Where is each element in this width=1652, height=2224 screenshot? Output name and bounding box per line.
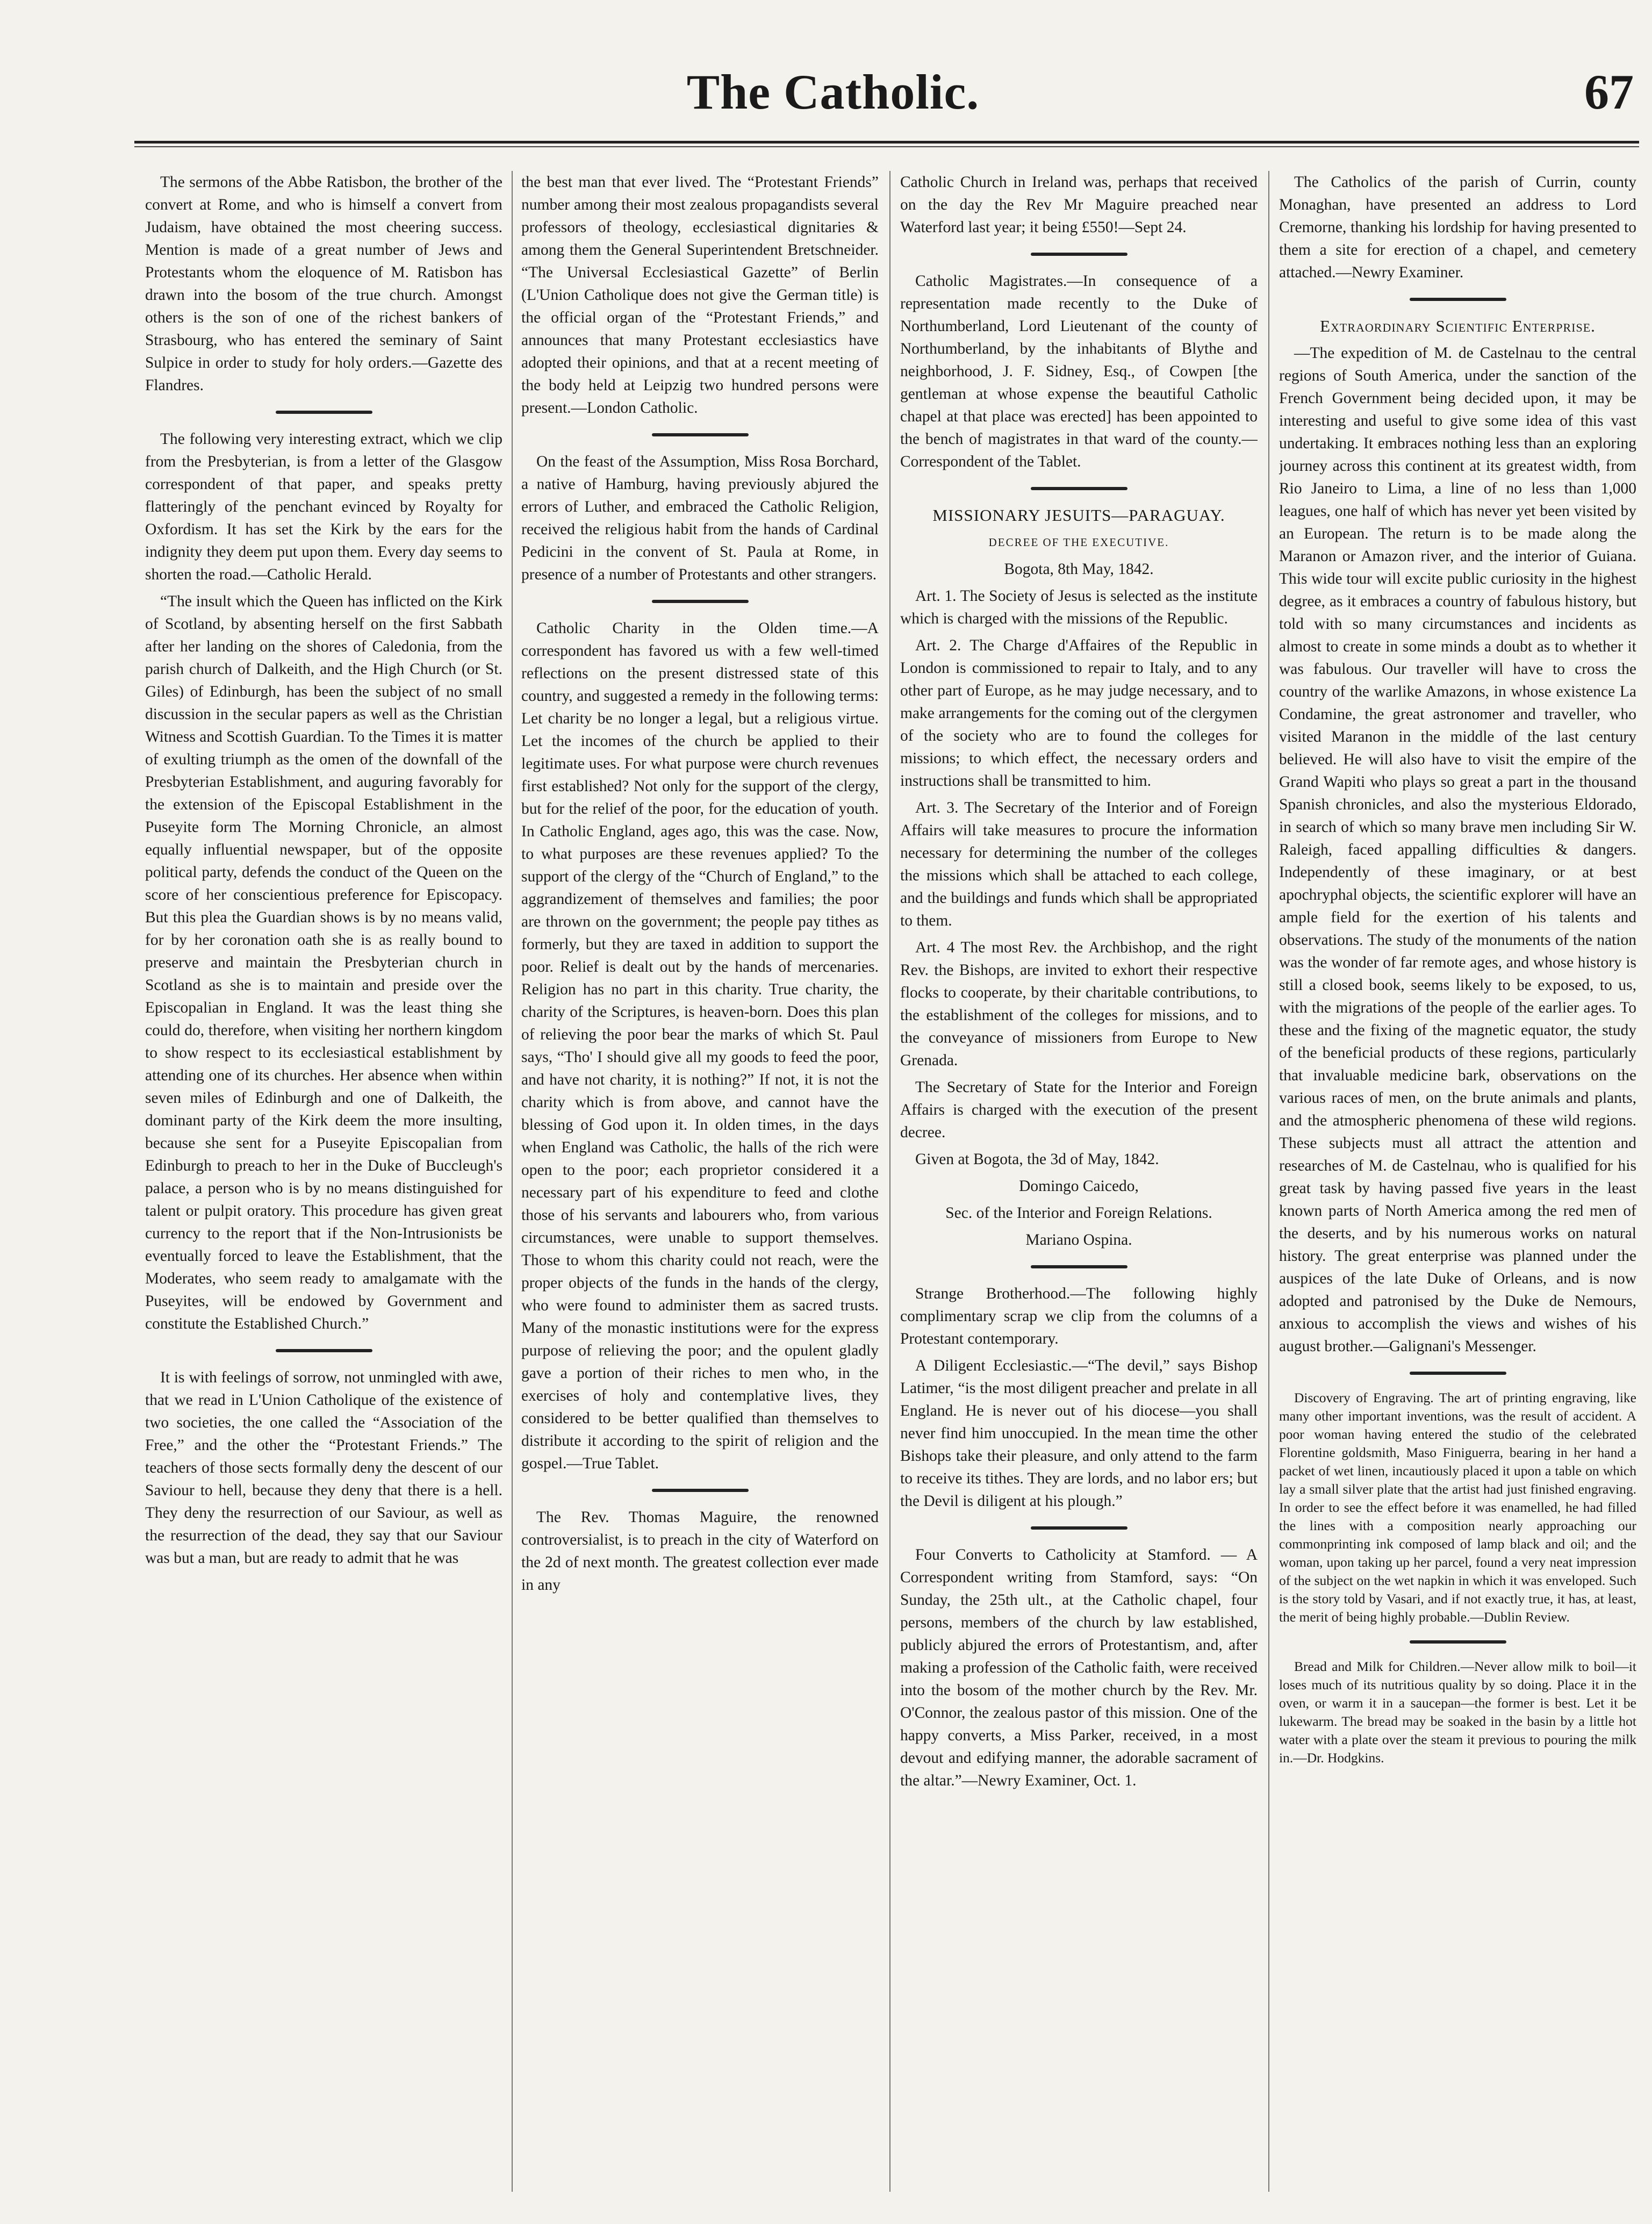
article-catholic-magistrates: Catholic Magistrates.—In consequence of a representation made recently to the Duke of Northumberland, Lord Lieutenant of the county of Northumberland, by the inhabitants of Blythe and neighborhood, J. F. Sidney, Esq., of Cowpen [the gentleman at whose expense the beautiful Catholic chapel at that place was erected] has been appointed to the bench of magistrates in that ward of the county.—Correspondent of the Tablet.	[900, 272, 1258, 470]
decree-article-4: Art. 4 The most Rev. the Archbishop, and the right Rev. the Bishops, are invited to exhort their respective flocks to cooperate, by their charitable contributions, to the establishment of the colleges for missions, and to the conveyance of missioners from Europe to New Grenada.	[900, 939, 1258, 1069]
column-3	[900, 171, 1258, 2208]
article-ratisbon: The sermons of the Abbe Ratisbon, the brother of the convert at Rome, and who is himself a convert from Judaism, have obtained the most cheering success. Mention is made of a great number of Jews and Protestants whom the eloquence of M. Ratisbon has drawn into the bosom of the true church. Amongst others is the son of one of the richest bankers of Strasbourg, who has entered the seminary of Saint Sulpice in order to study for holy orders.—Gazette des Flandres.	[145, 174, 502, 394]
article-rosa-borchard: On the feast of the Assumption, Miss Rosa Borchard, a native of Hamburg, having previously abjured the errors of Luther, and embraced the Catholic Religion, received the religious habit from the hands of Cardinal Pedicini in the convent of St. Paula at Rome, in presence of a number of Protestants and other strangers.	[521, 453, 879, 583]
article-queen-kirk: “The insult which the Queen has inflicted on the Kirk of Scotland, by absenting herself on the first Sabbath after her landing on the shores of Caledonia, from the parish church of Dalkeith, and the High Church (or St. Giles) of Edinburgh, has been the subject of no small discussion in the secular papers as well as the Christian Witness and Scottish Guardian. To the Times it is matter of exulting triumph as the omen of the downfall of the Presbyterian Establishment, and auguring favorably for the extension of the Episcopal Establishment in the Puseyite form The Morning Chronicle, an almost equally influential newspaper, but of the opposite political party, defends the conduct of the Queen on the score of her conscientious preference for Episcopacy. But this plea the Guardian shows is by no means valid, for by her coronation oath she is as really bound to preserve and maintain the Presbyterian church in Scotland as she is to maintain and preside over the Episcopalian in England. It was the least thing she could do, therefore, when visiting her northern kingdom to show respect to its ecclesiastical establishment by attending one of its churches. Her absence when within seven miles of Edinburgh and one of Dalkeith, the dominant party of the Kirk deem the more insulting, because she sent for a Puseyite Episcopalian from Edinburgh to preach to her in the Duke of Buccleugh's palace, a person who is by no means distinguished for talent or pulpit oratory. This procedure has given great currency to the report that if the Non-Intrusionists be eventually forced to leave the Establishment, that the Moderates, who seem ready to amalgamate with the Puseyites, will be endowed by Government and constitute the Established Church.”	[145, 593, 502, 1332]
article-separator	[276, 1349, 372, 1352]
signature-caicedo: Domingo Caicedo,	[1019, 1178, 1139, 1195]
section-heading-missionary-jesuits: MISSIONARY JESUITS—PARAGUAY.	[932, 506, 1225, 525]
article-bread-and-milk: Bread and Milk for Children.—Never allow milk to boil—it loses much of its nutritious quality by so doing. Place it in the oven, or warm it in a saucepan—the former is best. Let it be lukewarm. The bread may be soaked in the basin by a little hot water with a plate over the steam it previous to pouring the milk in.—Dr. Hodgkins.	[1279, 1659, 1636, 1766]
signature-caicedo-title: Sec. of the Interior and Foreign Relations.	[945, 1204, 1212, 1222]
article-castelnau-expedition: —The expedition of M. de Castelnau to the central regions of South America, under the sanction of the French Government being decided upon, it may be interesting and useful to give some idea of this vast undertaking. It embraces nothing less than an exploring journey across this continent at its greatest width, from Rio Janeiro to Lima, a line of no less than 1,000 leagues, one half of which has never yet been visited by an European. The return is to be made along the Maranon or Amazon river, and the interior of Guiana. This wide tour will excite public curiosity in the highest degree, as it embraces a country of fabulous history, but told with so many circumstances and incidents as almost to create in some minds a doubt as to whether it was fabulous. Our traveller will have to cross the country of the warlike Amazons, in whose existence La Condamine, the great astronomer and traveller, who visited Maranon in the middle of the last century believed. He will also have to visit the empire of the Grand Wapiti who plays so great a part in the thousand Spanish chronicles, and also the mysterious Eldorado, in search of which so many brave men including Sir W. Raleigh, faced appalling difficulties & dangers. Independently of these imaginary, or at best apochryphal objects, the scientific explorer will have an ample field for the exertion of his talents and observations. The study of the monuments of the nation was the wonder of far remote ages, and whose history is still a closed book, seems likely to be exposed, to us, with the migrations of the people of the earlier ages. To these and the fixing of the magnetic equator, the study of the beneficial products of these regions, particularly that invaluable medicine bark, observations on the various races of men, on the brute animals and plants, and the atmospheric phenomena of these wild regions. These subjects must all attract the attention and researches of M. de Castelnau, who is qualified for his great task by having passed five years in the least known parts of North America among the red men of the deserts, and by his numerous works on natural history. The great enterprise was planned under the auspices of the late Duke of Orleans, and is now adopted and patronised by the Duke de Nemours, anxious to accomplish the views and wishes of his august brother.—Galignani's Messenger.	[1279, 345, 1636, 1355]
section-subheading-decree: DECREE OF THE EXECUTIVE.	[988, 536, 1169, 549]
column-divider	[512, 171, 513, 2192]
signature-ospina: Mariano Ospina.	[1025, 1231, 1132, 1249]
column-2	[521, 171, 879, 2208]
section-heading-scientific-enterprise: Extraordinary Scientific Enterprise.	[1320, 317, 1596, 335]
article-separator	[652, 600, 749, 603]
column-1	[145, 171, 502, 2208]
decree-article-3: Art. 3. The Secretary of the Interior and of Foreign Affairs will take measures to procure the information necessary for determining the number of the colleges the missions which shall be attached to each college, and the buildings and funds which shall be appropriated to them.	[900, 799, 1258, 929]
article-separator	[1410, 1640, 1506, 1644]
article-diligent-ecclesiastic: A Diligent Ecclesiastic.—“The devil,” says Bishop Latimer, “is the most diligent preacher and prelate in all England. He is never out of his diocese—you shall never find him unoccupied. In the mean time the other Bishops take their pleasure, and only attend to the farm to receive its tithes. They are lords, and no labor ers; but the Devil is diligent at his plough.”	[900, 1357, 1258, 1510]
header-rule	[134, 141, 1639, 144]
column-divider	[889, 171, 890, 2192]
header-rule-thin	[134, 146, 1639, 147]
column-4	[1279, 171, 1636, 2208]
article-separator	[1031, 253, 1127, 256]
decree-article-1: Art. 1. The Society of Jesus is selected as the institute which is charged with the missions of the Republic.	[900, 587, 1258, 627]
article-separator	[276, 411, 372, 414]
article-maguire-collection: Catholic Church in Ireland was, perhaps that received on the day the Rev Mr Maguire preached near Waterford last year; it being £550!—Sept 24.	[900, 174, 1258, 236]
column-divider	[1268, 171, 1269, 2192]
article-separator	[1410, 298, 1506, 301]
article-currin-catholics: The Catholics of the parish of Currin, county Monaghan, have presented an address to Lord Cremorne, thanking his lordship for having presented to them a site for erection of a chapel, and cemetery attached.—Newry Examiner.	[1279, 174, 1636, 281]
article-separator	[652, 1489, 749, 1492]
article-separator	[1031, 1265, 1127, 1268]
article-catholic-charity: Catholic Charity in the Olden time.—A correspondent has favored us with a few well-timed reflections on the present distressed state of this country, and suggested a remedy in the following terms: Let charity be no longer a legal, but a religious virtue. Let the incomes of the church be applied to their legitimate uses. For what purpose were church revenues first established? Not only for the support of the clergy, but for the relief of the poor, for the education of youth. In Catholic England, ages ago, this was the case. Now, to what purposes are these revenues applied? To the support of the clergy of the “Church of England,” to the aggrandizement of themselves and families; the poor are thrown on the government; the people pay tithes as formerly, but they are taxed in addition to support the poor. Relief is dealt out by the hands of mercenaries. Religion has no part in this charity. True charity, the charity of the Scriptures, is heaven-born. Does this plan of relieving the poor bear the marks of which St. Paul says, “Tho' I should give all my goods to feed the poor, and have not charity, it is nothing?” If not, it is not the charity which is from above, and cannot have the blessing of God upon it. In olden times, in the days when England was Catholic, the halls of the rich were open to the poor; each proprietor considered it a necessary part of his expenditure to feed and clothe those of his servants and labourers who, from various circumstances, were unable to support themselves. Those to whom this charity could not reach, were the proper objects of the funds in the hands of the clergy, who were found to administer them as sacred trusts. Many of the monastic institutions were for the express purpose of relieving the poor; and the opulent gladly gave a portion of their riches to men who, in the exercises of holy and contemplative lives, they considered to be better qualified than themselves to distribute it according to the spirit of religion and the gospel.—True Tablet.	[521, 620, 879, 1472]
masthead-title: The Catholic.	[686, 64, 980, 119]
article-strange-brotherhood: Strange Brotherhood.—The following highly complimentary scrap we clip from the columns of a Protestant contemporary.	[900, 1285, 1258, 1347]
article-four-converts: Four Converts to Catholicity at Stamford. — A Correspondent writing from Stamford, says: “On Sunday, the 25th ult., at the Catholic chapel, four persons, members of the church by law established, publicly abjured the errors of Protestantism, and, after making a profession of the Catholic faith, were received into the bosom of the mother church by the Rev. Mr. O'Connor, the zealous pastor of this mission. One of the happy converts, a Miss Parker, received, in a most devout and edifying manner, the adorable sacrament of the altar.”—Newry Examiner, Oct. 1.	[900, 1546, 1258, 1789]
decree-execution: The Secretary of State for the Interior and Foreign Affairs is charged with the execution of the present decree.	[900, 1079, 1258, 1141]
article-separator	[1031, 487, 1127, 490]
decree-given: Given at Bogota, the 3d of May, 1842.	[915, 1151, 1159, 1168]
article-protestant-friends-cont: the best man that ever lived. The “Protestant Friends” number among their most zealous propagandists several professors of theology, ecclesiastical dignitaries & among them the General Superintendent Bretschneider. “The Universal Ecclesiastical Gazette” of Berlin (L'Union Catholique does not give the German title) is the official organ of the “Protestant Friends,” and announces that many Protestant ecclesiastics have adopted their opinions, and that at a recent meeting of the body held at Leipzig two hundred persons were present.—London Catholic.	[521, 174, 879, 417]
page-number: 67	[1584, 64, 1634, 119]
article-separator	[1031, 1526, 1127, 1530]
article-rev-maguire: The Rev. Thomas Maguire, the renowned controversialist, is to preach in the city of Waterford on the 2d of next month. The greatest collection ever made in any	[521, 1509, 879, 1594]
dateline: Bogota, 8th May, 1842.	[1004, 561, 1154, 578]
article-separator	[652, 433, 749, 436]
article-discovery-of-engraving: Discovery of Engraving. The art of printing engraving, like many other important inventions, was the result of accident. A poor woman having entered the studio of the celebrated Florentine goldsmith, Maso Finiguerra, bearing in her hand a packet of wet linen, incautiously placed it upon a table on which lay a small silver plate that the artist had just finished engraving. In order to see the effect before it was enamelled, he had filled the lines with a composition nearly approaching our commonprinting ink composed of lamp black and oil; and the woman, upon taking up her parcel, found a very neat impression of the subject on the wet napkin in which it was enveloped. Such is the story told by Vasari, and if not exactly true, it has, at least, the merit of being highly probable.—Dublin Review.	[1279, 1390, 1636, 1625]
article-protestant-friends: It is with feelings of sorrow, not unmingled with awe, that we read in L'Union Catholique of the existence of two societies, the one called the “Association of the Free,” and the other the “Protestant Friends.” The teachers of those sects formally deny the descent of our Saviour to hell, because they deny that there is a hell. They deny the resurrection of our Saviour, as well as the resurrection of the dead, they say that our Saviour was but a man, but are ready to admit that he was	[145, 1369, 502, 1567]
article-separator	[1410, 1372, 1506, 1375]
article-presbyterian-extract: The following very interesting extract, which we clip from the Presbyterian, is from a letter of the Glasgow correspondent of that paper, and speaks pretty flatteringly of the penchant evinced by Royalty for Oxfordism. It has set the Kirk by the ears for the indignity they deem put upon them. Every day seems to shorten the road.—Catholic Herald.	[145, 431, 502, 583]
decree-article-2: Art. 2. The Charge d'Affaires of the Republic in London is commissioned to repair to Italy, and to any other part of Europe, as he may judge necessary, and to make arrangements for the coming out of the clergymen of the society who are to found the colleges for missions; to which effect, the necessary orders and instructions shall be transmitted to him.	[900, 637, 1258, 790]
